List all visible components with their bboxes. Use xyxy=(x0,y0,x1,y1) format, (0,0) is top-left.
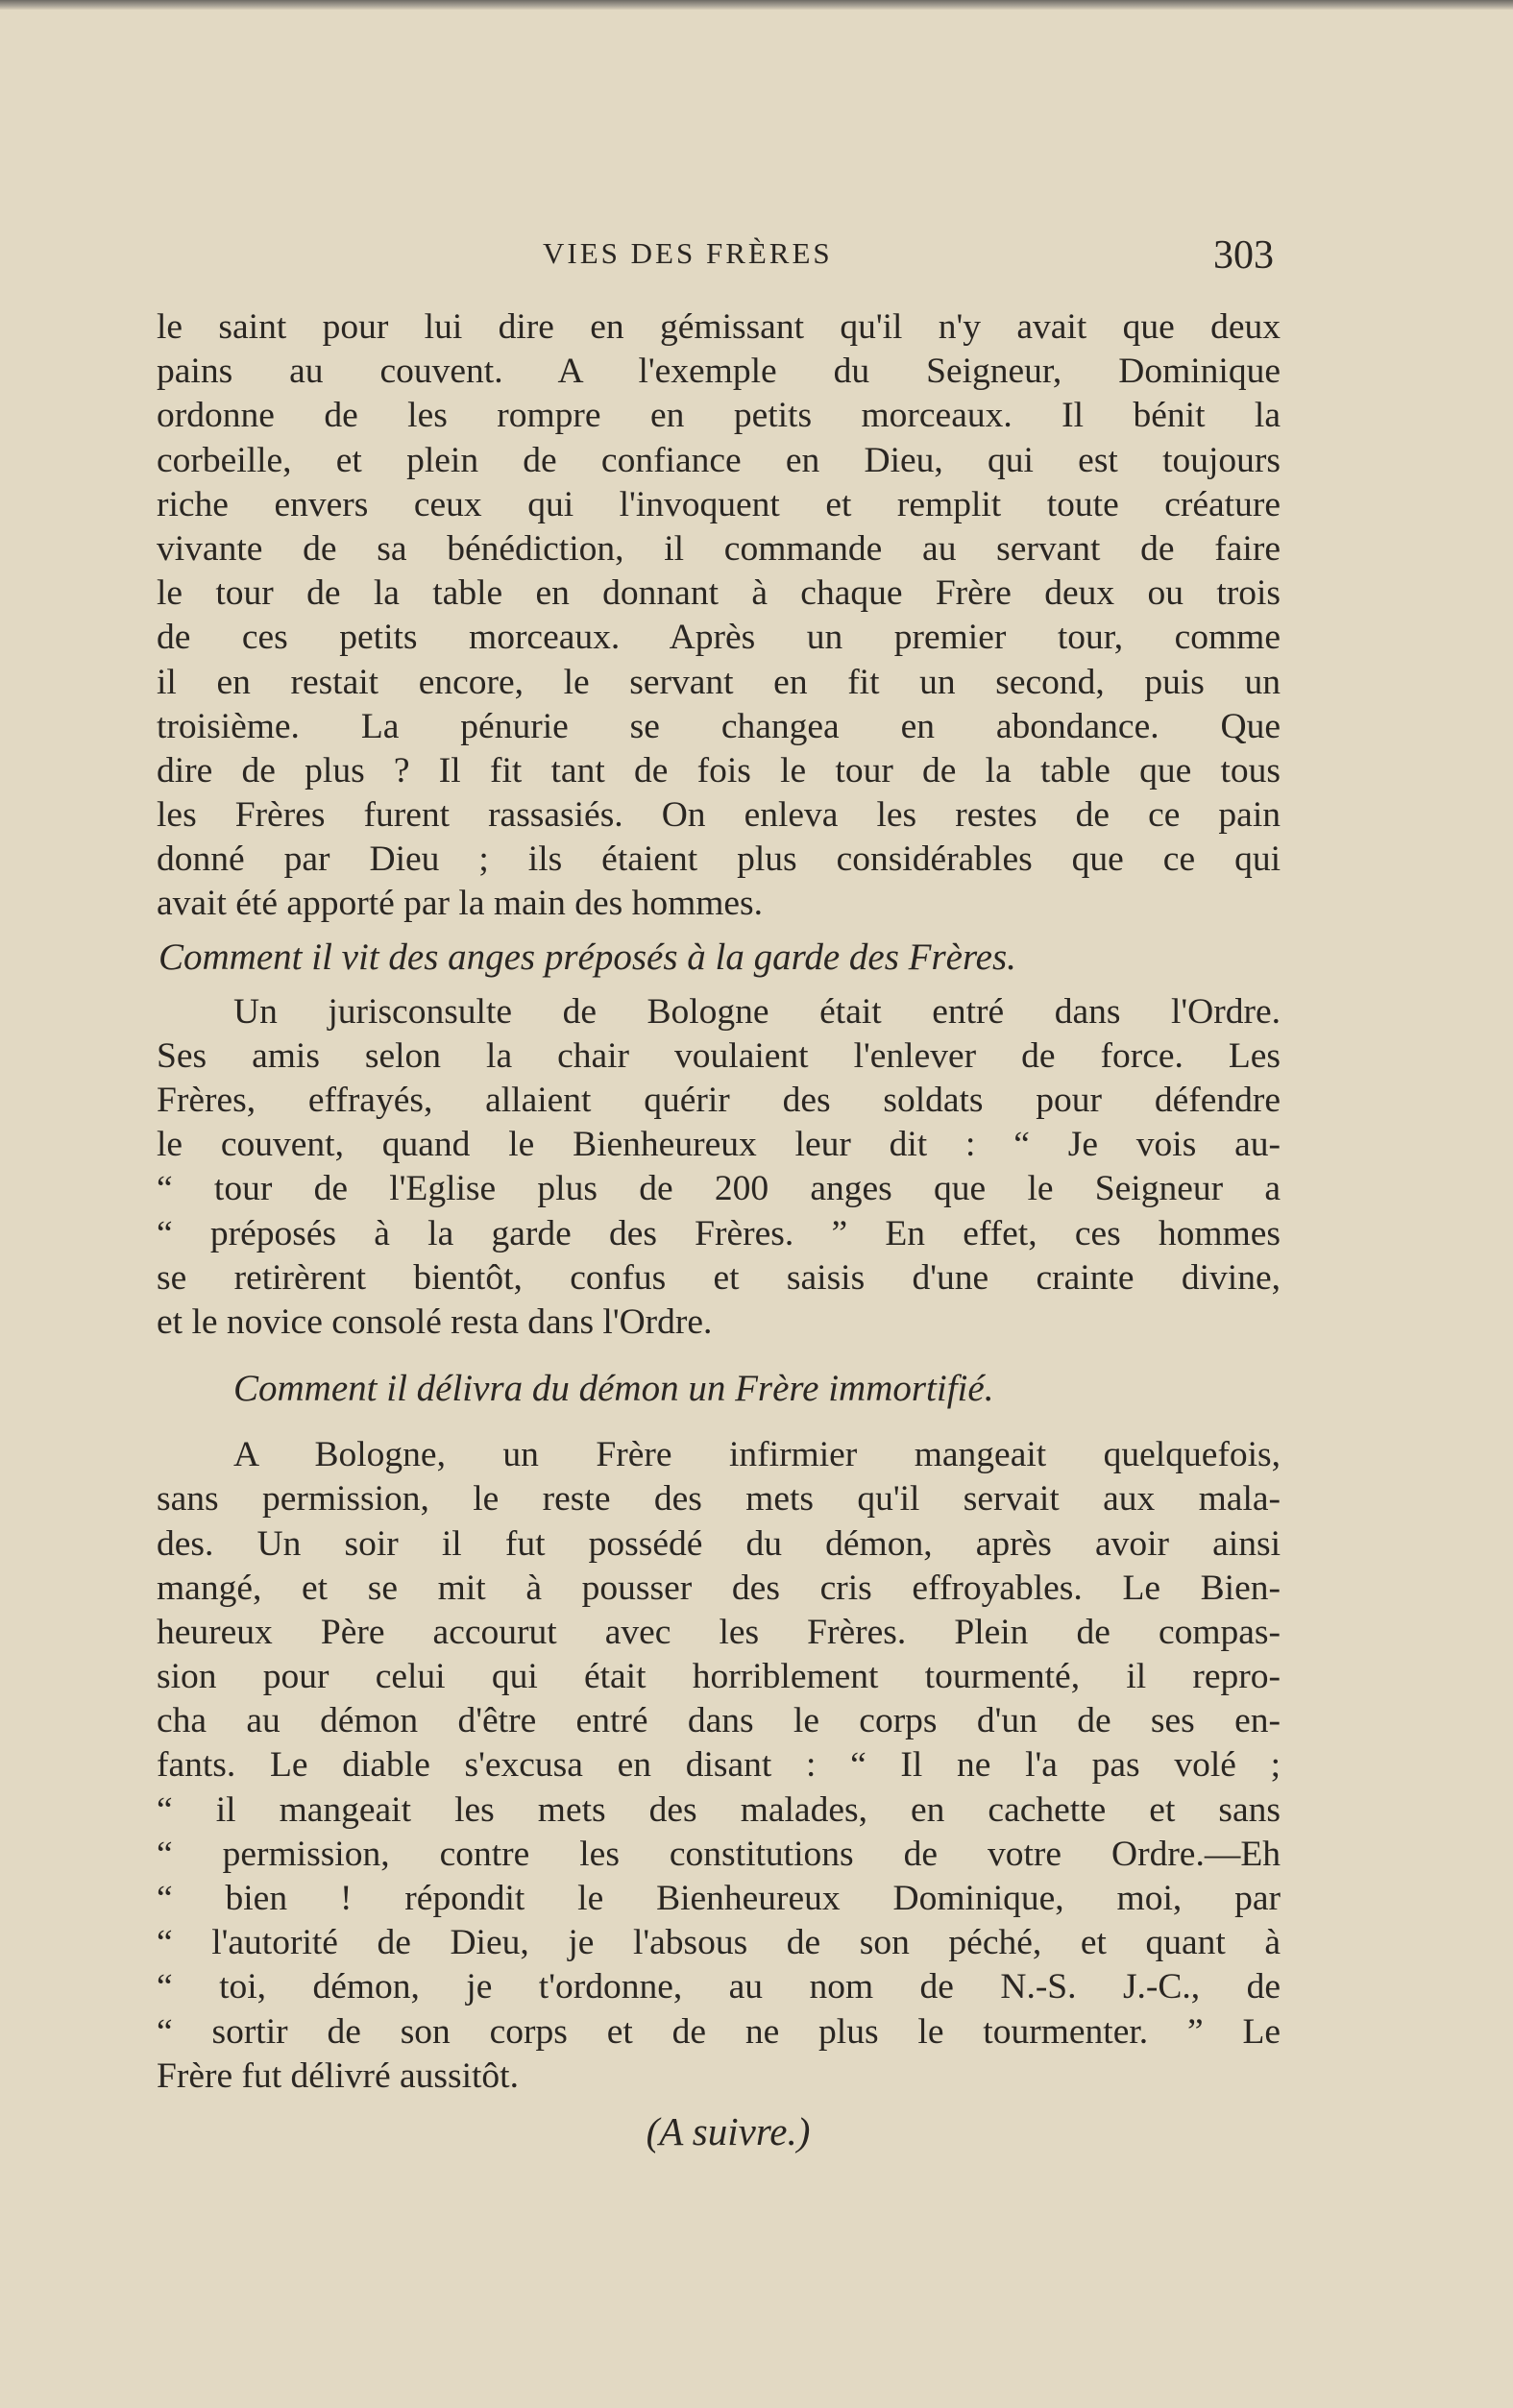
text-line: et le novice consolé resta dans l'Ordre. xyxy=(157,1301,713,1342)
to-be-continued: (A suivre.) xyxy=(646,2108,811,2153)
section-heading-demon: Comment il délivra du démon un Frère immortifié. xyxy=(233,1368,994,1410)
text-line: heureux Père accourut avec les Frères. Plein de compas- xyxy=(157,1612,1281,1652)
text-line: “ tour de l'Eglise plus de 200 anges que le Seigneur a xyxy=(157,1169,1281,1209)
running-head xyxy=(0,232,1513,280)
text-line: Frères, effrayés, allaient quérir des soldats pour défendre xyxy=(157,1081,1281,1120)
text-line: cha au démon d'être entré dans le corps d'un de ses en- xyxy=(157,1701,1281,1741)
text-line: Frère fut délivré aussitôt. xyxy=(157,2055,519,2096)
text-line: vivante de sa bénédiction, il commande au servant de faire xyxy=(157,528,1281,569)
text-line: le tour de la table en donnant à chaque Frère deux ou trois xyxy=(157,573,1281,614)
text-line: mangé, et se mit à pousser des cris effroyables. Le Bien- xyxy=(157,1568,1281,1608)
body-text xyxy=(157,305,1281,2156)
text-line: se retirèrent bientôt, confus et saisis d'une crainte divine, xyxy=(157,1257,1281,1298)
text-line: corbeille, et plein de confiance en Dieu, qui est toujours xyxy=(157,440,1281,480)
text-line: “ préposés à la garde des Frères. ” En effet, ces hommes xyxy=(157,1213,1281,1253)
text-line: riche envers ceux qui l'invoquent et remplit toute créature xyxy=(157,484,1281,524)
paragraph-1 xyxy=(157,305,1281,927)
text-line: Un jurisconsulte de Bologne était entré dans l'Ordre. xyxy=(233,991,1281,1032)
text-line: le saint pour lui dire en gémissant qu'il n'y avait que deux xyxy=(157,307,1281,347)
text-line: “ il mangeait les mets des malades, en cachette et sans xyxy=(157,1789,1281,1830)
text-line: avait été apporté par la main des hommes. xyxy=(157,884,764,924)
paragraph-2 xyxy=(157,990,1281,1346)
text-line: fants. Le diable s'excusa en disant : “ Il ne l'a pas volé ; xyxy=(157,1745,1281,1786)
text-line: “ toi, démon, je t'ordonne, au nom de N.-S. J.-C., de xyxy=(157,1967,1281,2007)
text-line: “ permission, contre les constitutions de votre Ordre.—Eh xyxy=(157,1834,1281,1874)
text-line: les Frères furent rassasiés. On enleva les restes de ce pain xyxy=(157,795,1281,836)
text-line: A Bologne, un Frère infirmier mangeait quelquefois, xyxy=(233,1435,1281,1475)
text-line: ordonne de les rompre en petits morceaux. Il bénit la xyxy=(157,396,1281,436)
text-line: dire de plus ? Il fit tant de fois le tour de la table que tous xyxy=(157,750,1281,791)
text-line: donné par Dieu ; ils étaient plus considérables que ce qui xyxy=(157,839,1281,880)
text-line: pains au couvent. A l'exemple du Seigneur, Dominique xyxy=(157,352,1281,392)
page-number: 303 xyxy=(1213,233,1274,278)
text-line: “ bien ! répondit le Bienheureux Dominique, moi, par xyxy=(157,1879,1281,1918)
running-title: VIES DES FRÈRES xyxy=(543,236,833,270)
text-line: sans permission, le reste des mets qu'il servait aux mala- xyxy=(157,1479,1281,1520)
text-line: il en restait encore, le servant en fit un second, puis un xyxy=(157,662,1281,702)
text-line: le couvent, quand le Bienheureux leur dit : “ Je vois au- xyxy=(157,1125,1281,1165)
text-line: “ sortir de son corps et de ne plus le tourmenter. ” Le xyxy=(157,2011,1281,2052)
top-edge-rule xyxy=(0,0,1513,10)
section-heading-angels: Comment il vit des anges préposés à la garde des Frères. xyxy=(159,936,1016,978)
text-line: troisième. La pénurie se changea en abondance. Que xyxy=(157,706,1281,746)
paragraph-3 xyxy=(157,1433,1281,2099)
text-line: Ses amis selon la chair voulaient l'enlever de force. Les xyxy=(157,1035,1281,1076)
text-line: des. Un soir il fut possédé du démon, après avoir ainsi xyxy=(157,1523,1281,1564)
text-line: de ces petits morceaux. Après un premier tour, comme xyxy=(157,618,1281,658)
text-line: “ l'autorité de Dieu, je l'absous de son péché, et quant à xyxy=(157,1923,1281,1963)
text-line: sion pour celui qui était horriblement tourmenté, il repro- xyxy=(157,1657,1281,1697)
